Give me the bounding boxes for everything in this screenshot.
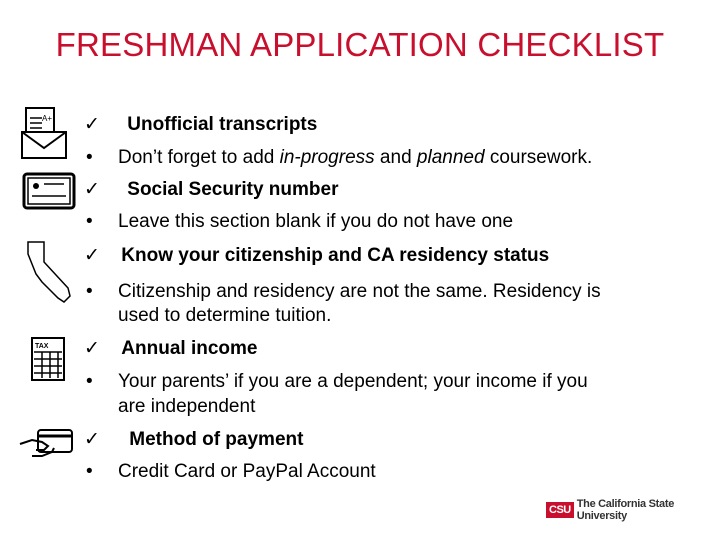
checklist-item-income	[84, 337, 257, 361]
check-icon: ✓	[84, 338, 100, 359]
checklist-note-residency: • Citizenship and residency are not the same. Residency is	[86, 281, 601, 302]
tax-form-icon	[30, 336, 66, 382]
check-icon: ✓	[84, 245, 100, 266]
id-card-icon	[22, 172, 76, 210]
checklist-item-transcripts	[84, 113, 317, 137]
page-title: FRESHMAN APPLICATION CHECKLIST	[55, 26, 665, 63]
logo-text: The California State University	[576, 498, 675, 522]
item-heading: Know your citizenship and CA residency status	[121, 245, 550, 266]
california-map-icon	[20, 240, 78, 304]
checklist-item-residency	[84, 244, 549, 268]
hand-card-icon	[18, 426, 76, 462]
bullet-icon: •	[86, 461, 93, 482]
tax-label: TAX	[35, 343, 49, 350]
item-heading: Social Security number	[127, 179, 339, 200]
check-icon: ✓	[84, 429, 100, 450]
transcript-envelope-icon	[20, 106, 72, 160]
bullet-icon: •	[86, 371, 93, 392]
item-heading: Unofficial transcripts	[127, 114, 318, 135]
item-heading: Annual income	[121, 338, 258, 359]
checklist-item-ssn	[84, 178, 338, 202]
logo-mark: CSU	[546, 502, 574, 518]
bullet-icon: •	[86, 147, 93, 168]
checklist-note-income-cont: are independent	[118, 396, 256, 417]
checklist-item-payment	[84, 428, 303, 452]
item-heading: Method of payment	[129, 429, 304, 450]
bullet-icon: •	[86, 211, 93, 232]
check-icon: ✓	[84, 179, 100, 200]
checklist-note-payment: • Credit Card or PayPal Account	[86, 461, 376, 482]
checklist-note-income: • Your parents’ if you are a dependent; your income if you	[86, 371, 588, 392]
csu-logo	[546, 498, 720, 522]
checklist-note-residency-cont: used to determine tuition.	[118, 305, 332, 326]
checklist-note-ssn: • Leave this section blank if you do not have one	[86, 211, 514, 232]
checklist-note-transcripts: • Don’t forget to add in-progress and planned coursework.	[86, 147, 593, 168]
check-icon: ✓	[84, 114, 100, 135]
grade-mark: A+	[42, 114, 53, 123]
bullet-icon: •	[86, 281, 93, 302]
